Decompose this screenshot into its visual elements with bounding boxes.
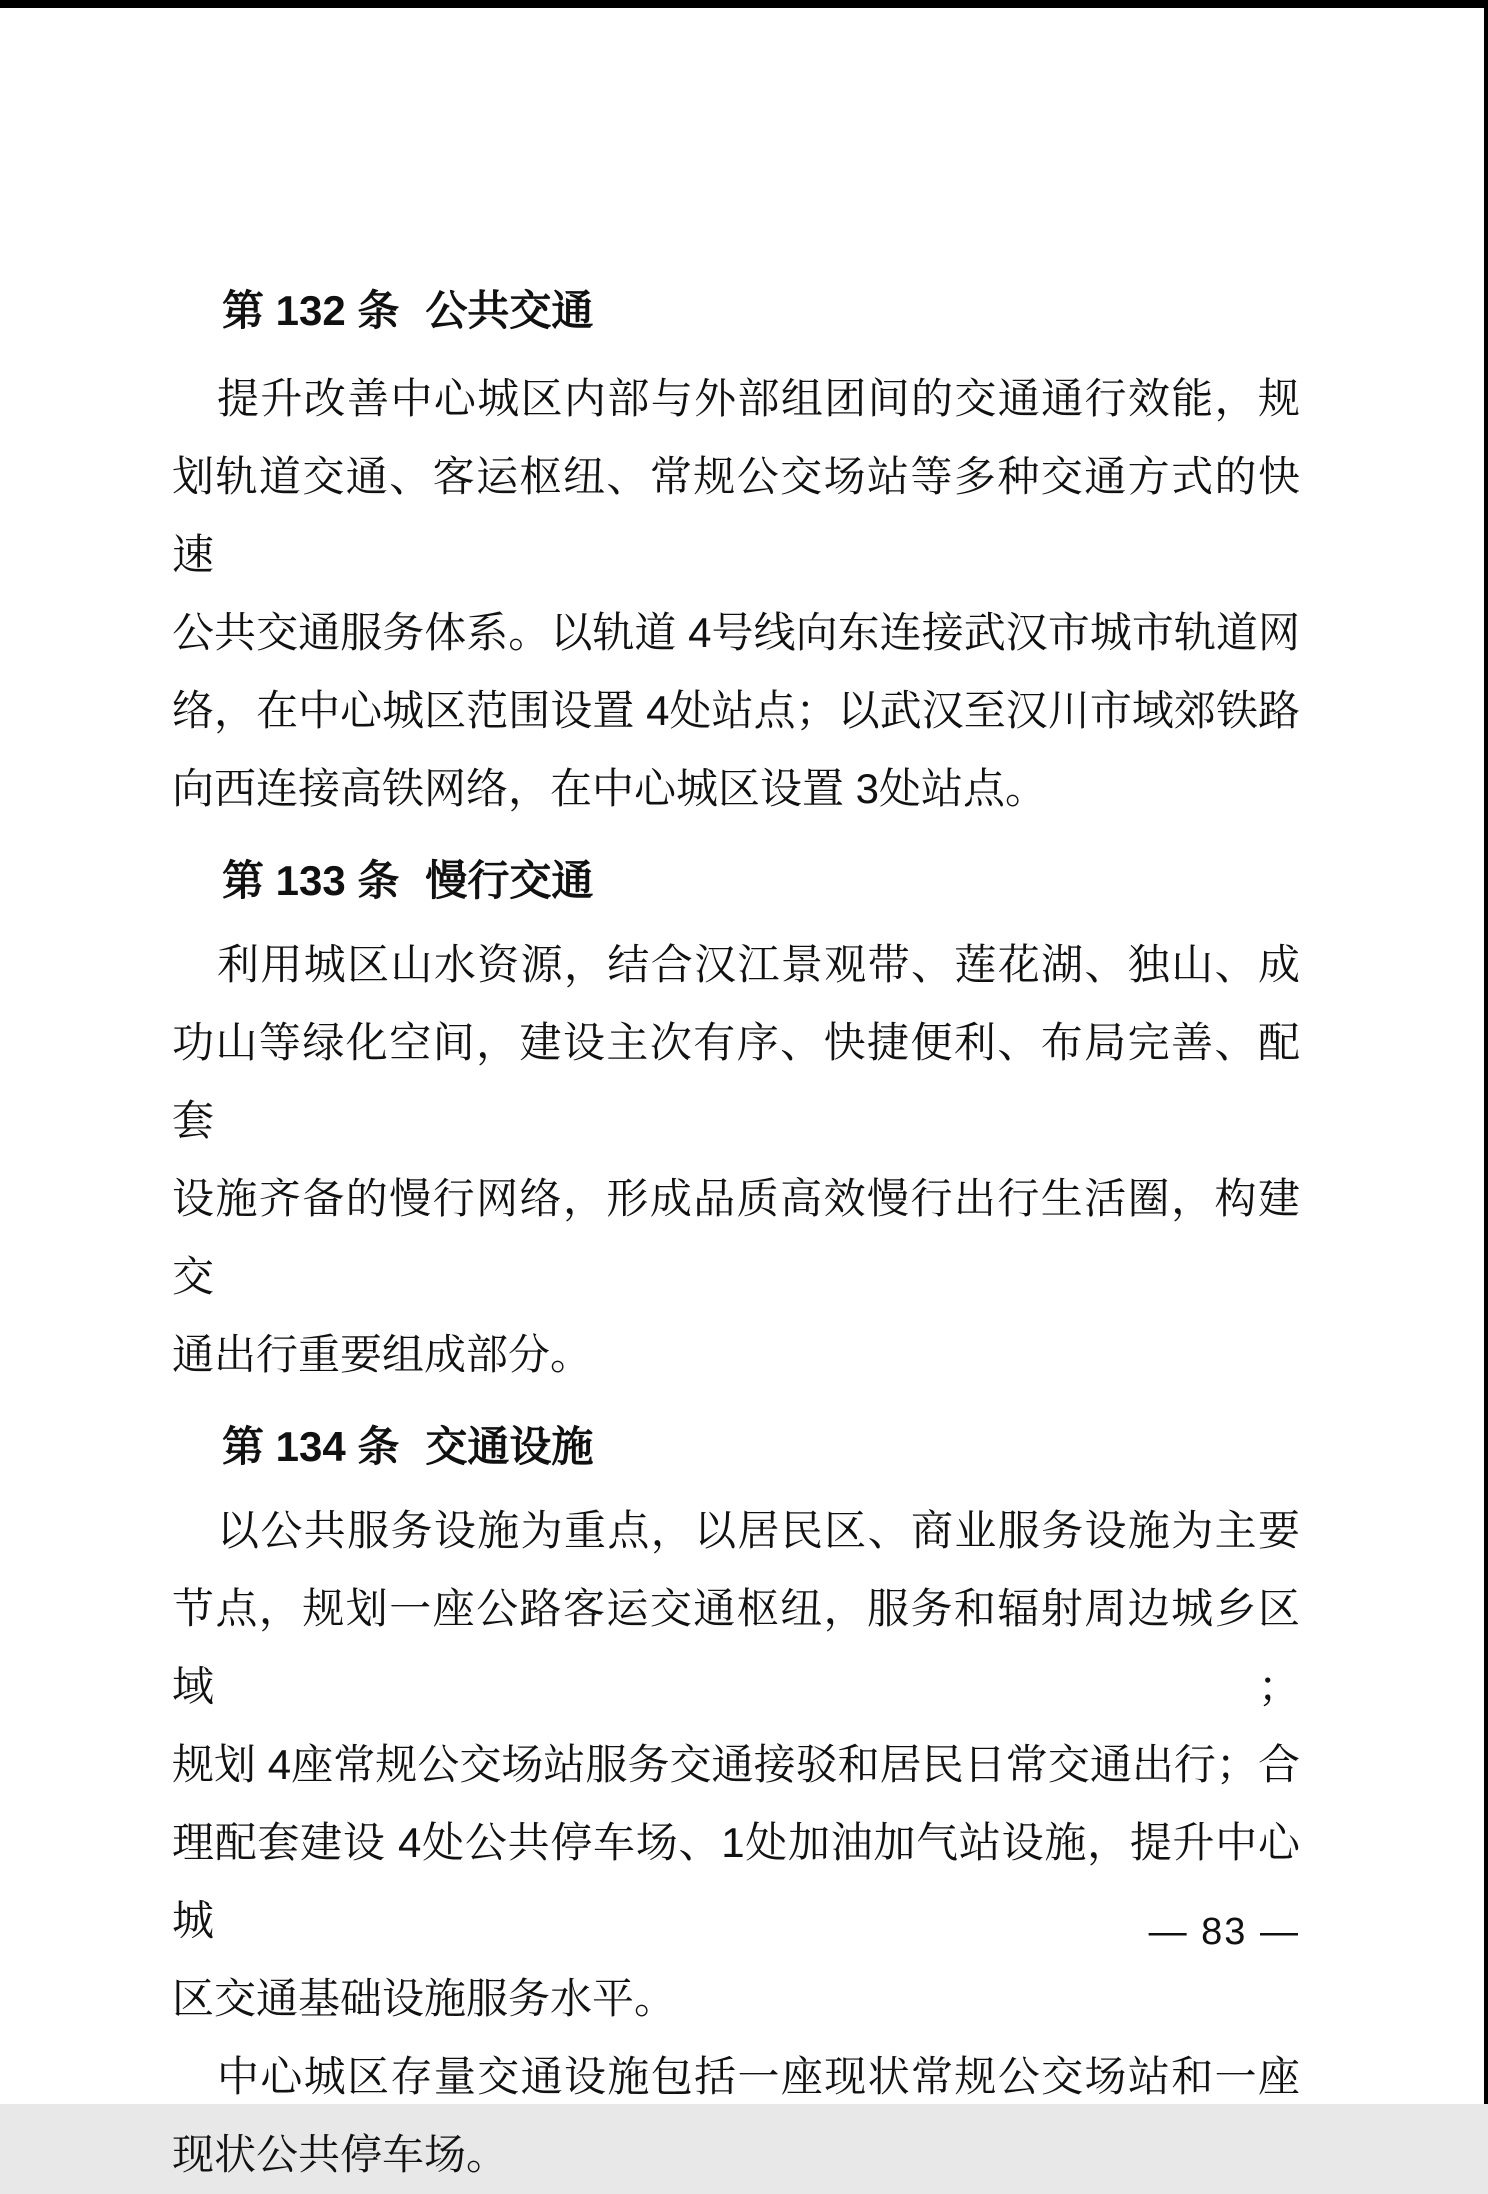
text-line: 功山等绿化空间，建设主次有序、快捷便利、布局完善、配套	[172, 1019, 1300, 1144]
article-title: 交通设施	[425, 1423, 594, 1470]
article-number: 第 133 条	[222, 857, 400, 904]
paragraph	[172, 2038, 1300, 2194]
article-134-heading	[172, 1408, 1300, 1486]
text-line: 现状公共停车场。	[172, 2131, 509, 2178]
text-line: 利用城区山水资源，结合汉江景观带、莲花湖、独山、成	[217, 941, 1300, 988]
document-body	[172, 272, 1300, 2194]
page-number: — 83 —	[1148, 1911, 1300, 1953]
text-line: 络，在中心城区范围设置 4处站点；以武汉至汉川市域郊铁路	[172, 687, 1300, 734]
text-line: 规划 4座常规公交场站服务交通接驳和居民日常交通出行；合	[172, 1741, 1300, 1788]
text-line: 节点，规划一座公路客运交通枢纽，服务和辐射周边城乡区域；	[172, 1585, 1300, 1710]
article-number: 第 134 条	[222, 1423, 400, 1470]
text-line: 理配套建设 4处公共停车场、1处加油加气站设施，提升中心城	[172, 1819, 1300, 1944]
text-line: 划轨道交通、客运枢纽、常规公交场站等多种交通方式的快速	[172, 453, 1300, 578]
article-title: 公共交通	[425, 287, 594, 334]
section-article-132	[172, 272, 1300, 828]
text-line: 通出行重要组成部分。	[172, 1331, 593, 1378]
article-132-heading	[172, 272, 1300, 350]
article-number: 第 132 条	[222, 287, 400, 334]
article-title: 慢行交通	[425, 857, 594, 904]
text-line: 设施齐备的慢行网络，形成品质高效慢行出行生活圈，构建交	[172, 1175, 1300, 1300]
section-article-133	[172, 842, 1300, 1394]
text-line: 向西连接高铁网络，在中心城区设置 3处站点。	[172, 765, 1048, 812]
text-line: 中心城区存量交通设施包括一座现状常规公交场站和一座	[217, 2053, 1300, 2100]
text-line: 以公共服务设施为重点，以居民区、商业服务设施为主要	[217, 1507, 1300, 1554]
paragraph	[172, 360, 1300, 828]
text-line: 提升改善中心城区内部与外部组团间的交通通行效能，规	[217, 375, 1300, 422]
section-article-134	[172, 1408, 1300, 2194]
text-line: 公共交通服务体系。以轨道 4号线向东连接武汉市城市轨道网	[172, 609, 1300, 656]
scan-border-right	[1484, 0, 1488, 2104]
paragraph	[172, 1492, 1300, 2038]
article-133-heading	[172, 842, 1300, 920]
text-line: 区交通基础设施服务水平。	[172, 1975, 677, 2022]
paragraph	[172, 926, 1300, 1394]
scan-border-top	[0, 0, 1488, 8]
